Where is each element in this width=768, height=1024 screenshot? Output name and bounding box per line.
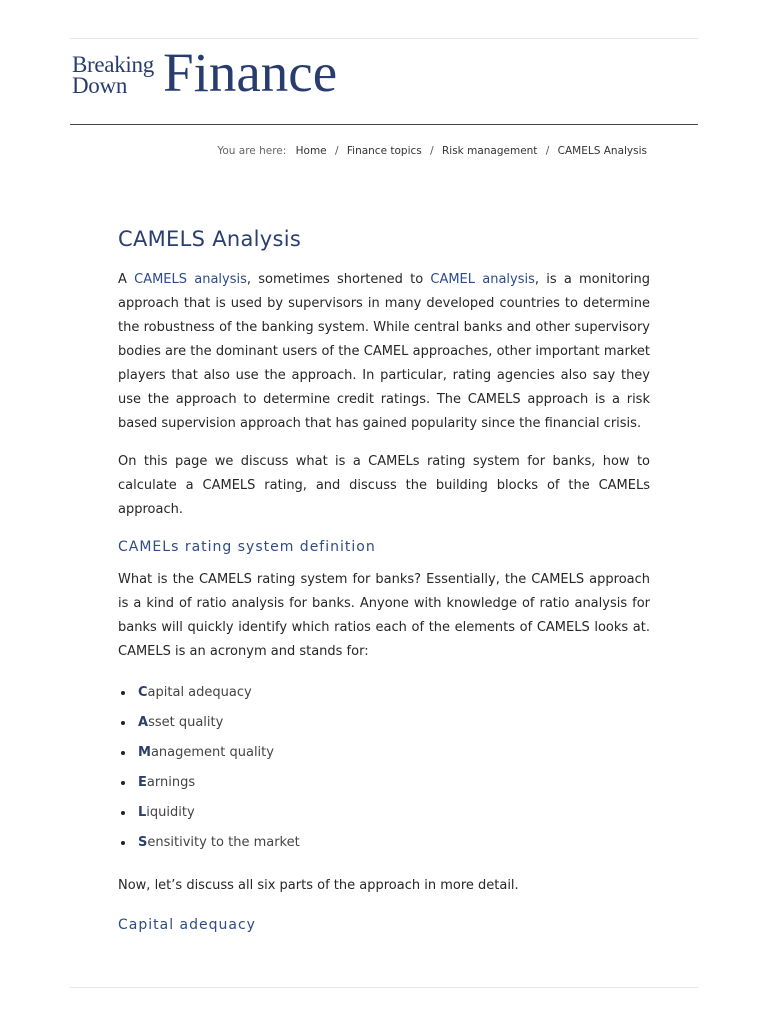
breadcrumb-home[interactable]: Home bbox=[295, 145, 327, 157]
intro-text-a: A bbox=[118, 272, 135, 287]
bullet-icon bbox=[121, 841, 125, 845]
list-item-text: iquidity bbox=[146, 805, 195, 820]
list-item-text: arnings bbox=[146, 775, 196, 790]
article-content bbox=[118, 224, 650, 946]
list-item bbox=[118, 828, 650, 858]
list-item bbox=[118, 768, 650, 798]
camel-analysis-link[interactable]: CAMEL analysis bbox=[430, 272, 535, 287]
logo-line-breaking: Breaking bbox=[72, 52, 154, 77]
breadcrumb-separator: / bbox=[334, 145, 339, 157]
top-divider bbox=[70, 38, 698, 39]
breadcrumb-separator: / bbox=[545, 145, 550, 157]
list-item-text: ensitivity to the market bbox=[147, 835, 300, 850]
list-item bbox=[118, 708, 650, 738]
breadcrumb-prefix: You are here: bbox=[217, 145, 287, 157]
breadcrumb bbox=[217, 145, 647, 157]
breadcrumb-finance-topics[interactable]: Finance topics bbox=[346, 145, 422, 157]
definition-paragraph: What is the CAMELS rating system for banks? Essentially, the CAMELS approach is a kind of ratio analysis for banks. Anyone with knowledge of ratio analysis for banks will quickly identify which ratios each of the elements of CAMELS looks at. CAMELS is an acronym and stands for: bbox=[118, 572, 650, 659]
bullet-icon bbox=[121, 811, 125, 815]
acronym-letter: A bbox=[138, 715, 149, 730]
list-item-text: anagement quality bbox=[150, 745, 274, 760]
logo-finance: Finance bbox=[163, 42, 338, 103]
breadcrumb-current-page: CAMELS Analysis bbox=[557, 145, 647, 157]
page-title: CAMELS Analysis bbox=[118, 227, 302, 251]
acronym-letter: S bbox=[138, 835, 148, 850]
acronym-letter: M bbox=[138, 745, 151, 760]
transition-paragraph: Now, let’s discuss all six parts of the approach in more detail. bbox=[118, 878, 519, 893]
bullet-icon bbox=[121, 781, 125, 785]
acronym-letter: E bbox=[138, 775, 147, 790]
camels-list bbox=[118, 678, 650, 858]
intro-text-b: , sometimes shortened to bbox=[246, 272, 431, 287]
breadcrumb-separator: / bbox=[430, 145, 434, 157]
logo-stack bbox=[72, 54, 168, 96]
list-item bbox=[118, 738, 650, 768]
bullet-icon bbox=[121, 751, 125, 755]
intro-paragraph bbox=[118, 268, 650, 436]
logo-line-down: Down bbox=[72, 73, 128, 98]
intro-text-c: , is a monitoring approach that is used by supervisors in many developed countries to determine the robustness of the banking system. While central banks and other supervisory bodies are the dominant users of the CAMEL approaches, other important market players that also use the approach. In particular, rating agencies also say they use the approach to determine credit ratings. The CAMELS approach is a risk based supervision approach that has gained popularity since the financial crisis. bbox=[118, 272, 650, 431]
header-divider bbox=[70, 124, 698, 125]
acronym-letter: C bbox=[138, 685, 148, 700]
list-item-text: apital adequacy bbox=[147, 685, 252, 700]
section-heading-capital-adequacy: Capital adequacy bbox=[118, 917, 256, 933]
overview-paragraph: On this page we discuss what is a CAMELs rating system for banks, how to calculate a CAMELS rating, and discuss the building blocks of the CAMELs approach. bbox=[118, 454, 650, 517]
camels-analysis-link[interactable]: CAMELS analysis bbox=[134, 272, 247, 287]
bullet-icon bbox=[121, 691, 125, 695]
breadcrumb-risk-management[interactable]: Risk management bbox=[441, 145, 538, 157]
list-item bbox=[118, 798, 650, 828]
acronym-letter: L bbox=[138, 805, 147, 820]
list-item-text: sset quality bbox=[148, 715, 224, 730]
bottom-divider bbox=[70, 987, 698, 988]
section-heading-definition: CAMELs rating system definition bbox=[118, 539, 376, 555]
list-item bbox=[118, 678, 650, 708]
bullet-icon bbox=[121, 721, 125, 725]
